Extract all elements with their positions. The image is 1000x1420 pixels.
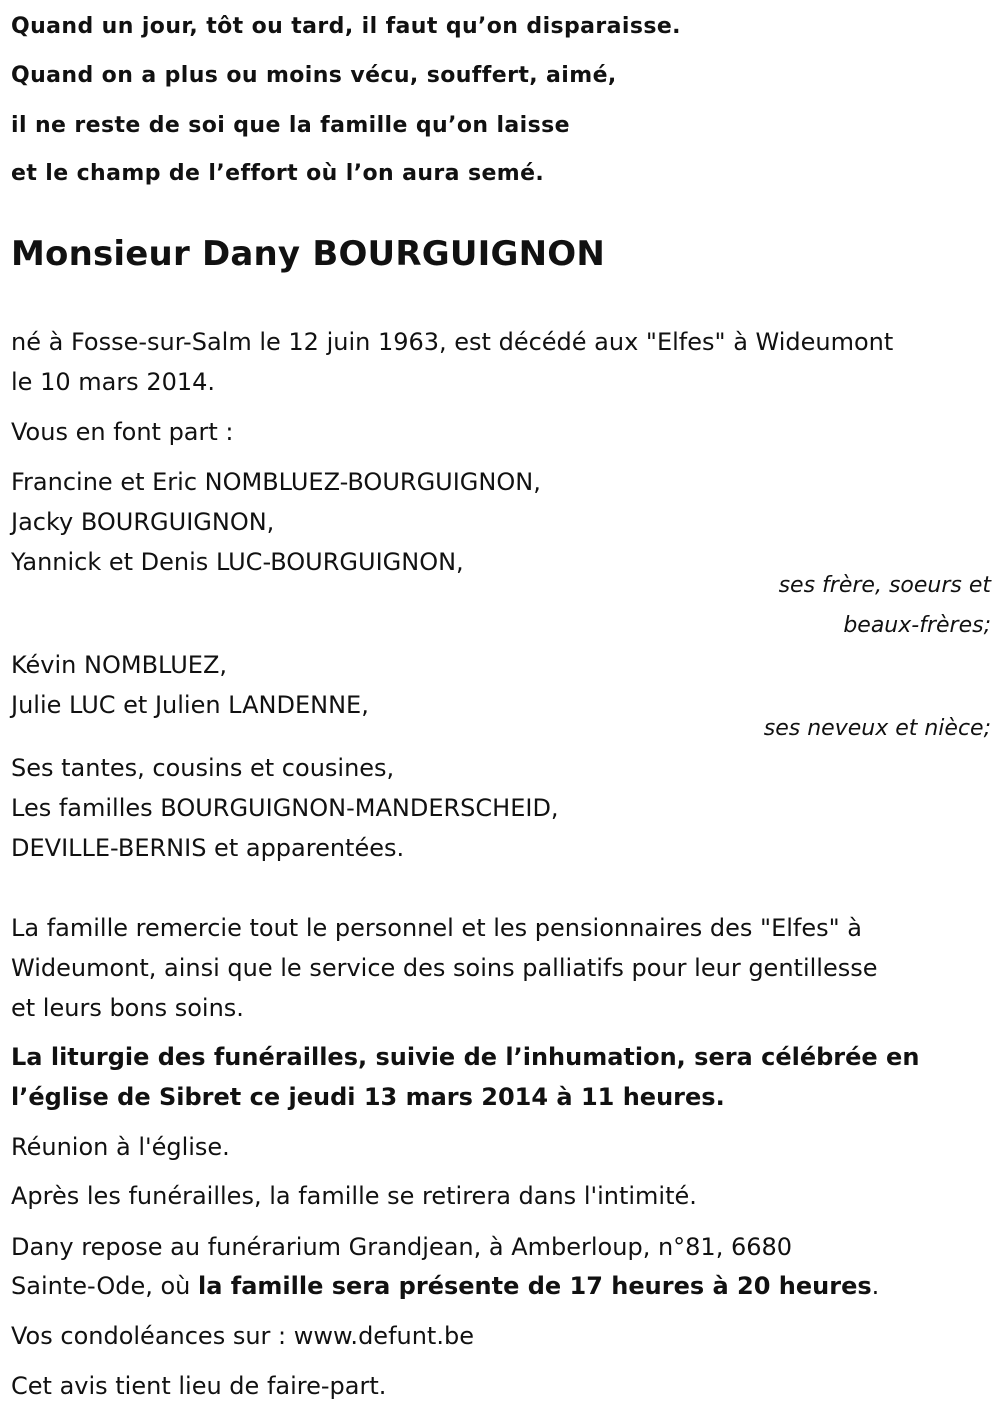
poem-line-4: et le champ de l’effort où l’on aura semé. [11, 161, 545, 186]
birth-death-line-2: le 10 mars 2014. [11, 368, 216, 396]
poem-line-2: Quand on a plus ou moins vécu, souffert, aimé, [11, 63, 617, 88]
liturgy-line-2: l’église de Sibret ce jeudi 13 mars 2014 à 11 heures. [11, 1083, 725, 1111]
others-line: DEVILLE-BERNIS et apparentées. [11, 834, 405, 862]
deceased-name: Monsieur Dany BOURGUIGNON [11, 234, 606, 274]
condolences-text: Vos condoléances sur : www.defunt.be [11, 1322, 474, 1350]
sibling-line: Jacky BOURGUIGNON, [11, 508, 275, 536]
birth-death-line-1: né à Fosse-sur-Salm le 12 juin 1963, est décédé aux "Elfes" à Wideumont [11, 328, 894, 356]
reunion-text: Réunion à l'église. [11, 1133, 230, 1161]
siblings-relation-line-1: ses frère, soeurs et [778, 573, 991, 598]
after-funeral-text: Après les funérailles, la famille se retirera dans l'intimité. [11, 1182, 697, 1210]
nephew-line: Kévin NOMBLUEZ, [11, 651, 228, 679]
sibling-line: Yannick et Denis LUC-BOURGUIGNON, [11, 548, 464, 576]
thanks-line-1: La famille remercie tout le personnel et les pensionnaires des "Elfes" à [11, 914, 863, 942]
poem-line-1: Quand un jour, tôt ou tard, il faut qu’on disparaisse. [11, 14, 681, 39]
repose-line-1: Dany repose au funérarium Grandjean, à Amberloup, n°81, 6680 [11, 1233, 793, 1261]
visiting-hours: la famille sera présente de 17 heures à 20 heures [198, 1272, 872, 1300]
others-line: Ses tantes, cousins et cousines, [11, 754, 395, 782]
nephew-line: Julie LUC et Julien LANDENNE, [11, 691, 369, 719]
nephews-relation: ses neveux et nièce; [763, 716, 991, 741]
closing-text: Cet avis tient lieu de faire-part. [11, 1372, 387, 1400]
siblings-relation-line-2: beaux-frères; [843, 613, 991, 638]
repose-end: . [871, 1272, 880, 1300]
poem-line-3: il ne reste de soi que la famille qu’on laisse [11, 113, 570, 138]
intro-text: Vous en font part : [11, 418, 234, 446]
repose-line-2 [11, 1274, 879, 1298]
repose-place: Sainte-Ode, où [11, 1272, 198, 1300]
sibling-line: Francine et Eric NOMBLUEZ-BOURGUIGNON, [11, 468, 541, 496]
liturgy-line-1: La liturgie des funérailles, suivie de l’inhumation, sera célébrée en [11, 1043, 920, 1071]
thanks-line-3: et leurs bons soins. [11, 994, 244, 1022]
others-line: Les familles BOURGUIGNON-MANDERSCHEID, [11, 794, 559, 822]
thanks-line-2: Wideumont, ainsi que le service des soins palliatifs pour leur gentillesse [11, 954, 878, 982]
